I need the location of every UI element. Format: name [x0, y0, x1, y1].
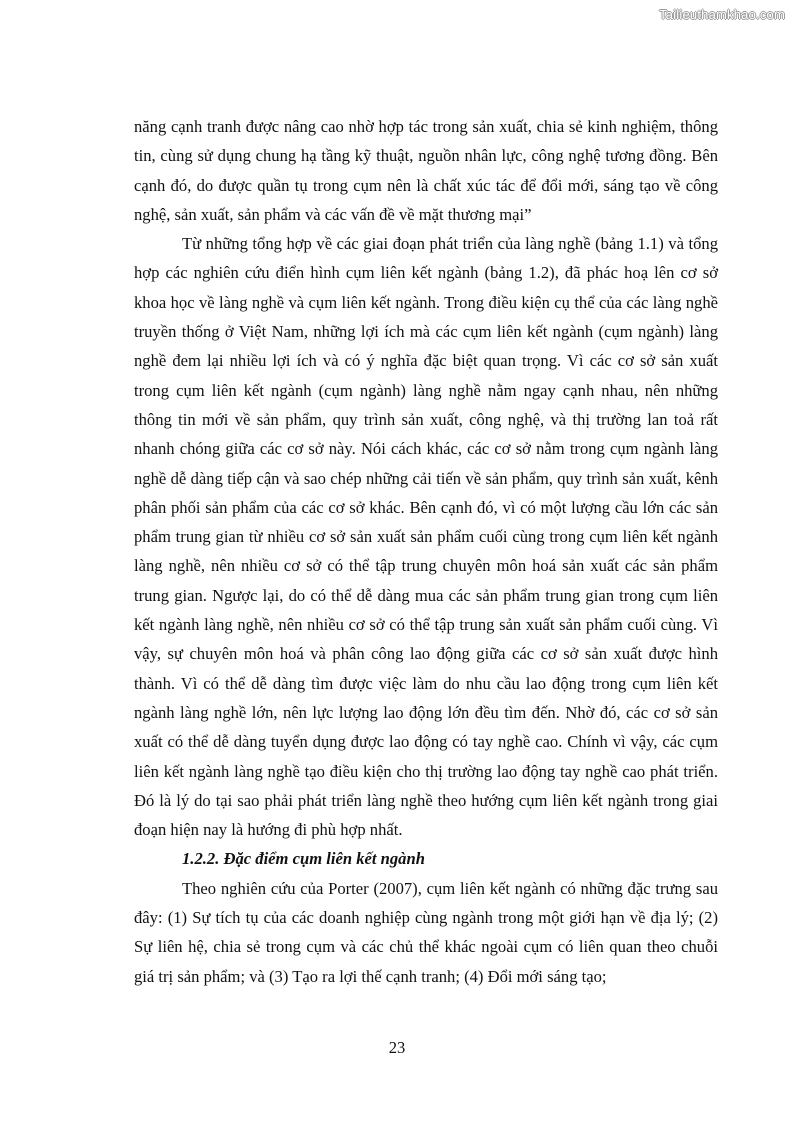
- page-number: 23: [388, 1038, 406, 1057]
- paragraph-continuation: năng cạnh tranh được nâng cao nhờ hợp tác trong sản xuất, chia sẻ kinh nghiệm, thông tin, cùng sử dụng chung hạ tầng kỹ thuật, nguồn nhân lực, công nghệ tương đồng. Bên cạnh đó, do được quần tụ trong cụm nên là chất xúc tác để đổi mới, sáng tạo về công nghệ, sản xuất, sản phẩm và các vấn đề về mặt thương mại”: [134, 117, 718, 224]
- paragraph-porter: Theo nghiên cứu của Porter (2007), cụm liên kết ngành có những đặc trưng sau đây: (1) Sự tích tụ của các doanh nghiệp cùng ngành trong một giới hạn về địa lý; (2) Sự liên hệ, chia sẻ trong cụm và các chủ thể khác ngoài cụm có liên quan theo chuỗi giá trị sản phẩm; và (3) Tạo ra lợi thế cạnh tranh; (4) Đổi mới sáng tạo;: [134, 878, 718, 986]
- watermark-text: Tailieuthamkhao.com: [659, 7, 785, 22]
- page-body: [134, 112, 718, 991]
- paragraph-summary: Từ những tổng hợp về các giai đoạn phát triển của làng nghề (bảng 1.1) và tổng hợp các nghiên cứu điển hình cụm liên kết ngành (bảng 1.2), đã phác hoạ lên cơ sở khoa học về làng nghề và cụm liên kết ngành. Trong điều kiện cụ thể của các làng nghề truyền thống ở Việt Nam, những lợi ích mà các cụm liên kết ngành (cụm ngành) làng nghề đem lại nhiều lợi ích và có ý nghĩa đặc biệt quan trọng. Vì các cơ sở sản xuất trong cụm liên kết ngành (cụm ngành) làng nghề nằm ngay cạnh nhau, nên những thông tin mới về sản phẩm, quy trình sản xuất, công nghệ, và thị trường lan toả rất nhanh chóng giữa các cơ sở này. Nói cách khác, các cơ sở nằm trong cụm ngành làng nghề dễ dàng tiếp cận và sao chép những cải tiến về sản phẩm, quy trình sản xuất, kênh phân phối sản phẩm của các cơ sở khác. Bên cạnh đó, vì có một lượng cầu lớn các sản phẩm trung gian từ nhiều cơ sở sản xuất sản phẩm cuối cùng trong cụm liên kết ngành làng nghề, nên nhiều cơ sở có thể tập trung chuyên môn hoá sản xuất các sản phẩm trung gian. Ngược lại, do có thể dễ dàng mua các sản phẩm trung gian trong cụm liên kết ngành làng nghề, nên nhiều cơ sở có thể tập trung sản xuất sản phẩm cuối cùng. Vì vậy, sự chuyên môn hoá và phân công lao động giữa các cơ sở sản xuất được hình thành. Vì có thể dễ dàng tìm được việc làm do nhu cầu lao động trong cụm liên kết ngành làng nghề lớn, nên lực lượng lao động lớn đều tìm đến. Nhờ đó, các cơ sở sản xuất có thể dễ dàng tuyển dụng được lao động có tay nghề cao. Chính vì vậy, các cụm liên kết ngành làng nghề tạo điều kiện cho thị trường lao động tay nghề cao phát triển. Đó là lý do tại sao phải phát triển làng nghề theo hướng cụm liên kết ngành trong giai đoạn hiện nay là hướng đi phù hợp nhất.: [134, 234, 718, 840]
- section-heading: 1.2.2. Đặc điểm cụm liên kết ngành: [182, 849, 425, 869]
